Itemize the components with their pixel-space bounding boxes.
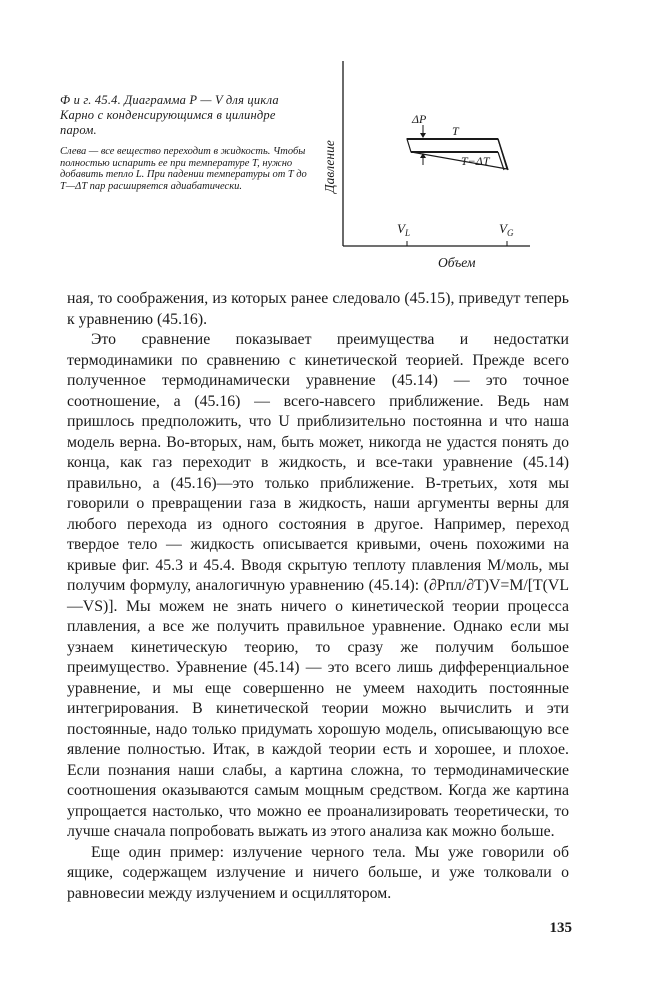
vl-label	[397, 221, 410, 238]
caption-note: Слева — все вещество переходит в жидкость. Чтобы полностью испарить ее при температуре T, нужно добавить тепло L. При падении температуры от T до T—ΔT пар расширяется адиабатически.	[60, 146, 307, 192]
vg-label-main: V	[499, 221, 507, 236]
body-text	[67, 289, 569, 904]
paragraph-3: Еще один пример: излучение черного тела. Мы уже говорили об ящике, содержащем излучение и ничего больше, и уже толковали о равновесии между излучением и осциллятором.	[67, 843, 569, 902]
paragraph-2: Это сравнение показывает преимущества и недостатки термодинамики по сравнению с кинетической теорией. Прежде всего полученное термодинамически уравнение (45.14) — это точное соотношение, а (45.16) — всего-навсего приближение. Ведь нам пришлось предположить, что U приблизительно постоянна и что наша модель верна. Во-вторых, нам, быть может, никогда не удастся понять до конца, как газ переходит в жидкость, и все-таки уравнение (45.14) правильно, а (45.16)—это только приближение. В-третьих, хотя мы говорили о превращении газа в жидкость, наши аргументы верны для любого перехода из одного состояния в другое. Например, переход твердое тело — жидкость описывается кривыми, очень похожими на кривые фиг. 45.3 и 45.4. Вводя скрытую теплоту плавления M/моль, мы получим формулу, аналогичную уравнению (45.14): (∂Pпл/∂T)V=M/[T(VL—VS)]. Мы можем не знать ничего о кинетической теории процесса плавления, а все же получить правильное уравнение. Однако если мы узнаем кинетическую теорию, то сразу же получим большое преимущество. Уравнение (45.14) — это всего лишь дифференциальное уравнение, и мы еще совершенно не умеем находить постоянные интегрирования. В кинетической теории можно вычислить и эти постоянные, надо только придумать хорошую модель, описывающую все явление полностью. Итак, в каждой теории есть и хорошее, и плохое. Если познания наши слабы, а картина сложна, то термодинамические соотношения оказываются самым мощным средством. Когда же картина упрощается настолько, что можно ее проанализировать теоретически, то лучше сначала попробовать выжать из этого анализа как можно больше.	[67, 331, 569, 840]
pv-diagram	[312, 55, 532, 280]
vg-label	[499, 221, 514, 238]
page-number: 135	[549, 920, 572, 936]
t-minus-dt-label: T−ΔT	[461, 154, 490, 168]
pv-diagram-svg	[312, 55, 532, 280]
figure-caption	[60, 93, 308, 192]
delta-p-arrowhead-top	[420, 133, 426, 138]
vg-label-sub: G	[506, 228, 514, 238]
vl-label-main: V	[397, 221, 405, 236]
delta-p-label: ΔP	[412, 112, 427, 126]
y-axis-label: Давление	[322, 140, 337, 193]
paragraph-1: ная, то соображения, из которых ранее следовало (45.15), приведут теперь к уравнению (45.16).	[67, 290, 569, 328]
carnot-cycle-outline	[407, 139, 507, 169]
t-label: T	[452, 124, 459, 138]
x-axis-label: Объем	[438, 255, 476, 270]
vl-label-sub: L	[404, 228, 410, 238]
caption-title: Ф и г. 45.4. Диаграмма P — V для цикла Карно с конденсирующимся в цилиндре паром.	[60, 93, 279, 137]
